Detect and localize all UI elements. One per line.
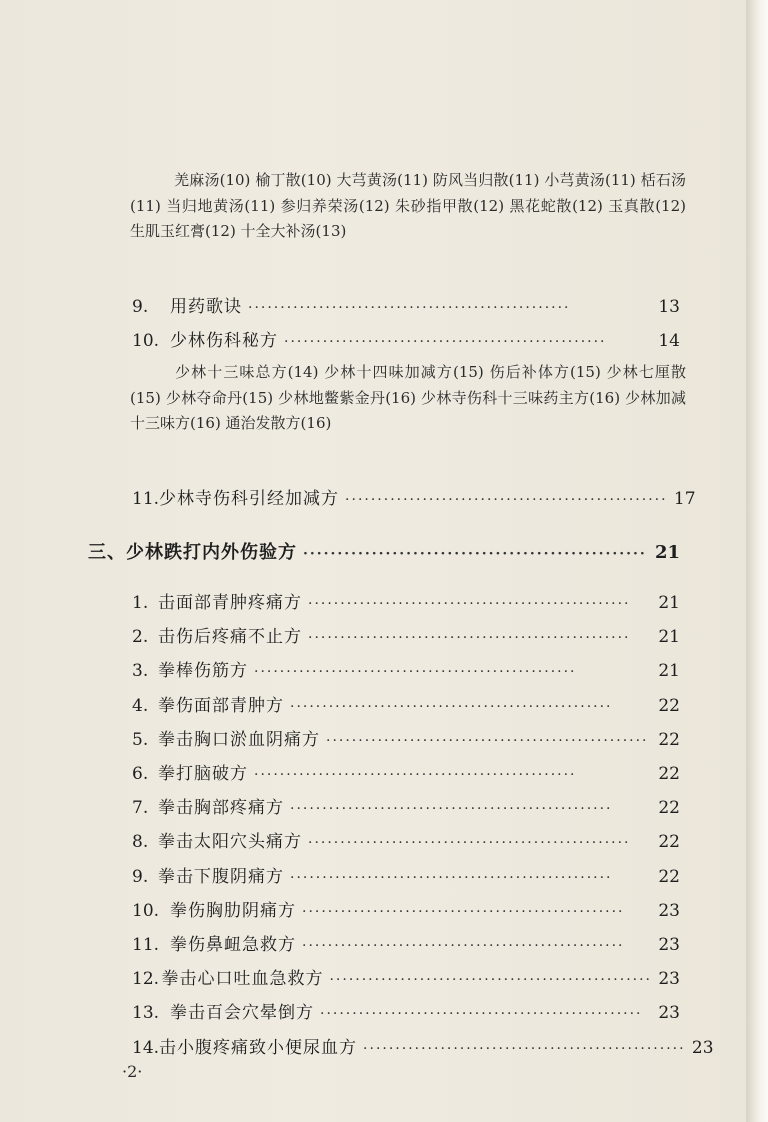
toc-entry-11: 11. 少林寺伤科引经加减方 ·················································· 17 bbox=[132, 489, 696, 509]
toc-item: 13. 拳击百会穴晕倒方 ·················································· 23 bbox=[132, 1003, 680, 1024]
recipe-list-block-2: 少林十三味总方(14) 少林十四味加减方(15) 伤后补体方(15) 少林七厘散(15) 少林夺命丹(15) 少林地鳖紫金丹(16) 少林寺伤科十三味药主方(16) 少林加减十三味方(16) 通治发散方(16) bbox=[130, 363, 686, 432]
recipe-list-block-1: 羌麻汤(10) 榆丁散(10) 大芎黄汤(11) 防风当归散(11) 小芎黄汤(11) 栝石汤(11) 当归地黄汤(11) 参归养荣汤(12) 朱砂指甲散(12) 黑花蛇散(12) 玉真散(12) 生肌玉红膏(12) 十全大补汤(13) bbox=[130, 171, 686, 240]
toc-item: 9. 拳击下腹阴痛方 ·················································· 22 bbox=[132, 866, 680, 887]
toc-item: 4. 拳伤面部青肿方 ·················································· 22 bbox=[132, 695, 680, 716]
toc-item: 11. 拳伤鼻衄急救方 ·················································· 23 bbox=[132, 935, 680, 955]
toc-item: 7. 拳击胸部疼痛方 ·················································· 22 bbox=[132, 798, 680, 819]
toc-item: 2. 击伤后疼痛不止方 ·················································· 21 bbox=[132, 627, 680, 648]
toc-item: 3. 拳棒伤筋方 ·················································· 21 bbox=[132, 661, 680, 682]
toc-entry-9: 9. 用药歌诀 ·················································· 13 bbox=[132, 297, 680, 317]
toc-item: 10. 拳伤胸肋阴痛方 ·················································· 23 bbox=[132, 900, 680, 921]
section-heading-3: 三、少林跌打内外伤验方 ·················································· 21 bbox=[88, 542, 680, 563]
page-number: ·2· bbox=[122, 1062, 143, 1081]
toc-item: 12. 拳击心口吐血急救方 ·················································· 23 bbox=[132, 969, 680, 990]
page-edge bbox=[746, 0, 768, 1122]
toc-item: 5. 拳击胸口淤血阴痛方 ·················································· 22 bbox=[132, 729, 680, 750]
toc-item: 1. 击面部青肿疼痛方 ·················································· 21 bbox=[132, 593, 680, 613]
toc-item: 14. 击小腹疼痛致小便尿血方 ·················································· 23 bbox=[132, 1037, 714, 1058]
toc-item: 6. 拳打脑破方 ·················································· 22 bbox=[132, 764, 680, 784]
toc-item: 8. 拳击太阳穴头痛方 ·················································· 22 bbox=[132, 832, 680, 853]
toc-entry-10: 10. 少林伤科秘方 ·················································· 14 bbox=[132, 331, 680, 351]
